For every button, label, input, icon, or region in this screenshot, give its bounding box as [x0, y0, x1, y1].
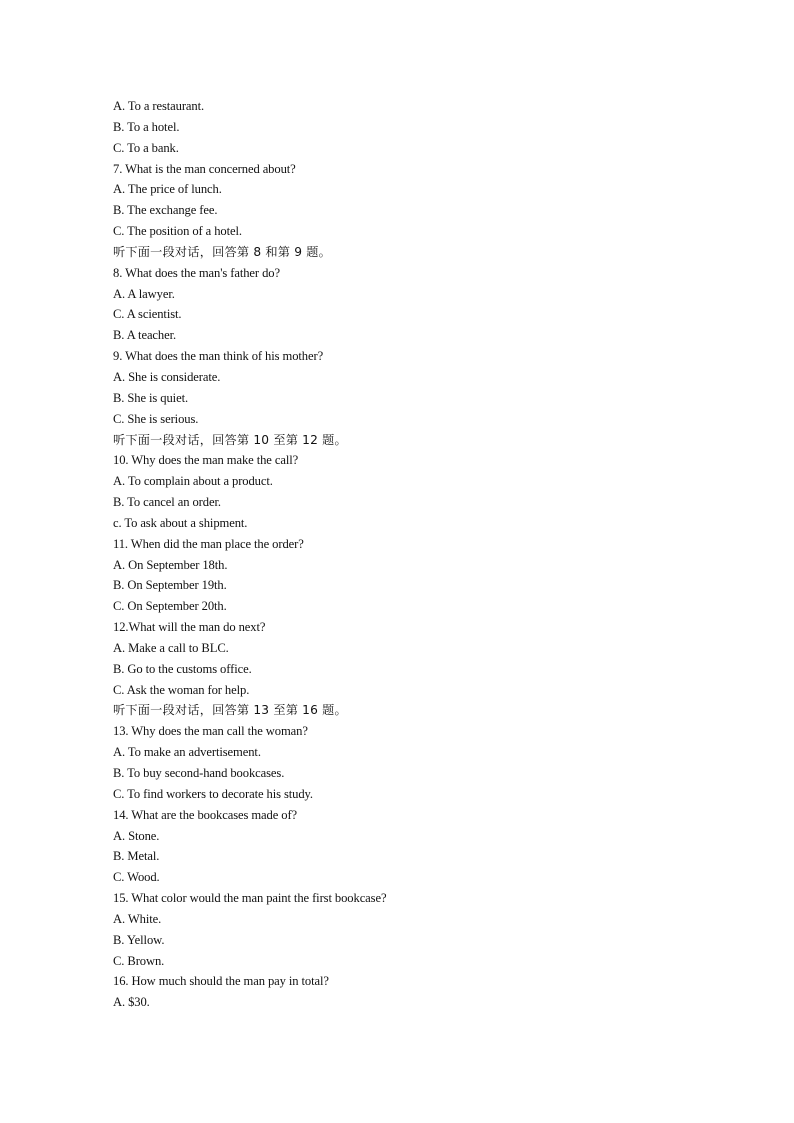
option-line: B. To cancel an order.: [113, 495, 221, 510]
option-line: B. Metal.: [113, 849, 160, 864]
question-line: 11. When did the man place the order?: [113, 536, 304, 551]
section-instruction: 听下面一段对话，回答第 10 至第 12 题。: [113, 432, 347, 447]
option-line: C. She is serious.: [113, 411, 199, 426]
question-line: 13. Why does the man call the woman?: [113, 724, 308, 739]
option-line: A. To complain about a product.: [113, 474, 273, 489]
option-line: B. Yellow.: [113, 932, 165, 947]
option-line: A. White.: [113, 911, 162, 926]
question-line: 16. How much should the man pay in total?: [113, 974, 329, 989]
question-line: 15. What color would the man paint the first bookcase?: [113, 891, 387, 906]
question-line: 12.What will the man do next?: [113, 620, 266, 635]
option-line: c. To ask about a shipment.: [113, 515, 248, 530]
option-line: A. The price of lunch.: [113, 182, 222, 197]
question-line: 7. What is the man concerned about?: [113, 161, 296, 176]
option-line: C. To a bank.: [113, 140, 179, 155]
option-line: B. Go to the customs office.: [113, 661, 252, 676]
option-line: C. Ask the woman for help.: [113, 682, 250, 697]
option-line: A. Make a call to BLC.: [113, 640, 229, 655]
option-line: C. The position of a hotel.: [113, 224, 242, 239]
option-line: B. A teacher.: [113, 328, 177, 343]
option-line: C. A scientist.: [113, 307, 182, 322]
option-line: C. Wood.: [113, 870, 160, 885]
section-instruction: 听下面一段对话，回答第 13 至第 16 题。: [113, 703, 347, 718]
option-line: A. To a restaurant.: [113, 99, 205, 113]
question-line: 9. What does the man think of his mother?: [113, 349, 324, 364]
question-line: 8. What does the man's father do?: [113, 265, 280, 280]
option-line: A. She is considerate.: [113, 369, 221, 384]
option-line: C. To find workers to decorate his study.: [113, 786, 313, 801]
option-line: B. On September 19th.: [113, 578, 227, 593]
option-line: C. On September 20th.: [113, 599, 227, 614]
listening-questions: [113, 96, 713, 1013]
option-line: B. The exchange fee.: [113, 203, 218, 218]
option-line: B. To a hotel.: [113, 119, 180, 134]
option-line: B. To buy second-hand bookcases.: [113, 766, 285, 780]
option-line: A. Stone.: [113, 828, 160, 843]
option-line: A. To make an advertisement.: [113, 745, 261, 760]
option-line: A. On September 18th.: [113, 557, 228, 572]
option-line: B. She is quiet.: [113, 390, 189, 405]
question-line: 14. What are the bookcases made of?: [113, 807, 298, 822]
question-line: 10. Why does the man make the call?: [113, 453, 299, 468]
option-line: A. $30.: [113, 995, 150, 1010]
option-line: A. A lawyer.: [113, 286, 175, 301]
section-instruction: 听下面一段对话，回答第 8 和第 9 题。: [113, 244, 332, 259]
option-line: C. Brown.: [113, 953, 165, 968]
